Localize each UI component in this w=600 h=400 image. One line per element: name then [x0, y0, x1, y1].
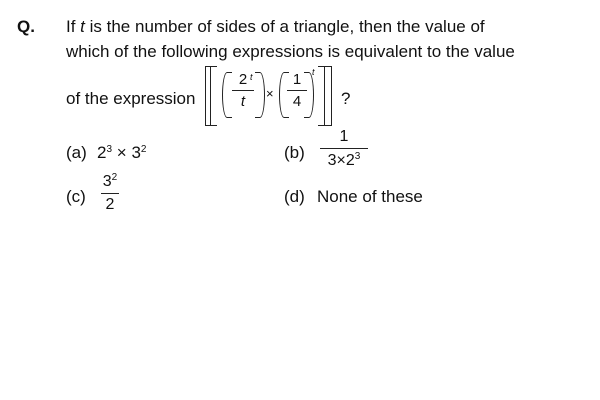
- option-d-text: None of these: [317, 187, 423, 206]
- fraction-denominator: 2: [105, 196, 115, 213]
- times-symbol: ×: [266, 86, 274, 101]
- inner-bracket-left: [210, 66, 217, 126]
- paren-right-1: [255, 72, 265, 118]
- option-a-expression: $2^3 \times 3^2$: [97, 143, 147, 162]
- paren-right-2: [304, 72, 314, 118]
- fraction-numerator: 2: [238, 71, 248, 88]
- question-line-3: of the expression: [66, 89, 196, 108]
- paren-left-1: [222, 72, 232, 118]
- fraction-denominator: 4: [292, 93, 302, 110]
- option-b-fraction: [320, 128, 368, 170]
- option-b-label: (b): [284, 143, 305, 162]
- expression: [205, 66, 335, 128]
- option-c-fraction: [101, 172, 119, 214]
- fraction-bar: [101, 193, 119, 194]
- outer-exponent-t: t: [312, 67, 315, 77]
- option-a-label: (a): [66, 143, 87, 162]
- question-line-2: which of the following expressions is equivalent to the value: [66, 42, 515, 61]
- fraction-numerator: 1: [292, 71, 302, 88]
- exponent-t: t: [250, 72, 253, 82]
- variable-t: t: [80, 17, 85, 36]
- question-line-1: If t is the number of sides of a triangle, then the value of: [66, 17, 485, 36]
- outer-bracket-right: [323, 66, 332, 126]
- fraction-denominator: t: [240, 93, 246, 110]
- question-label: Q.: [17, 17, 35, 36]
- fraction-bar: [320, 148, 368, 149]
- fraction-numerator: 1: [339, 128, 349, 145]
- fraction-denominator: $3\times 2^3$: [327, 151, 361, 169]
- option-c-label: (c): [66, 187, 86, 206]
- option-d-label: (d): [284, 187, 305, 206]
- fraction-bar: [232, 90, 254, 91]
- fraction-numerator: $3^2$: [102, 172, 118, 190]
- question-mark: ?: [341, 89, 351, 108]
